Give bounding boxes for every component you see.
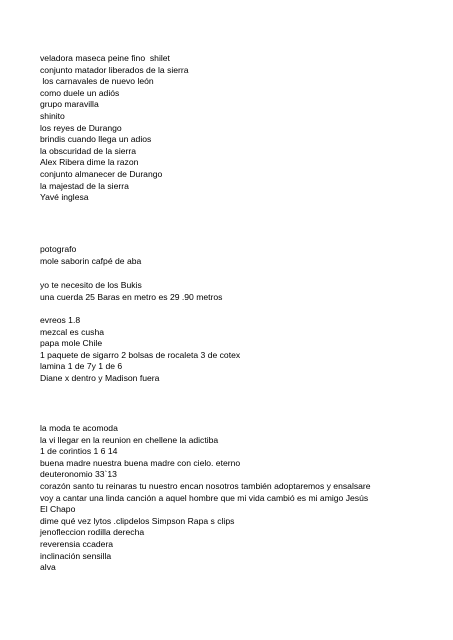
text-line: 1 paquete de sigarro 2 bolsas de rocaleta 3 de cotex: [40, 349, 241, 360]
text-line: evreos 1.8: [40, 315, 81, 325]
text-line: dime qué vez lytos .clipdelos Simpson Rapa s clips: [40, 515, 235, 526]
text-line: como duele un adiós: [40, 87, 120, 98]
text-block-5: [40, 423, 371, 574]
text-block-2: [40, 244, 141, 267]
text-line: la majestad de la sierra: [40, 180, 129, 191]
text-line: 1 de corintios 1 6 14: [40, 446, 118, 457]
text-line: shinito: [40, 110, 65, 121]
text-line: mole saborin cafpé de aba: [40, 255, 142, 266]
text-line: potografo: [40, 244, 77, 254]
text-line: Diane x dentro y Madison fuera: [40, 372, 160, 383]
text-line: lamina 1 de 7y 1 de 6: [40, 361, 123, 372]
text-line: conjunto matador liberados de la sierra: [40, 64, 189, 75]
text-line: corazón santo tu reinaras tu nuestro encan nosotros también adoptaremos y ensalsare: [40, 480, 371, 491]
text-block-1: [40, 53, 189, 204]
text-line: la vi llegar en la reunion en chellene la adictiba: [40, 434, 219, 445]
text-line: veladora maseca peine fino shilet: [40, 53, 170, 63]
text-line: reverensia ccadera: [40, 538, 114, 549]
text-line: jenofleccion rodilla derecha: [40, 527, 145, 538]
text-block-4: [40, 315, 240, 385]
text-line: Yavé inglesa: [40, 192, 89, 203]
text-block-3: [40, 280, 222, 303]
text-line: la obscuridad de la sierra: [40, 145, 137, 156]
text-line: brindis cuando llega un adios: [40, 134, 152, 145]
text-line: Alex Ribera dime la razon: [40, 157, 139, 168]
text-line: inclinación sensilla: [40, 550, 112, 561]
text-line: mezcal es cusha: [40, 326, 105, 337]
text-line: grupo maravilla: [40, 99, 99, 110]
text-line: alva: [40, 562, 56, 573]
text-line: los reyes de Durango: [40, 122, 122, 133]
text-line: yo te necesito de los Bukis: [40, 280, 142, 290]
text-line: conjunto almanecer de Durango: [40, 168, 163, 179]
text-line: papa mole Chile: [40, 338, 103, 349]
text-line: voy a cantar una linda canción a aquel hombre que mi vida cambió es mi amigo Jesús: [40, 492, 369, 503]
text-line: los carnavales de nuevo león: [40, 76, 154, 87]
text-line: la moda te acomoda: [40, 423, 118, 433]
text-line: El Chapo: [40, 504, 76, 515]
text-line: buena madre nuestra buena madre con cielo. eterno: [40, 457, 241, 468]
text-line: una cuerda 25 Baras en metro es 29 .90 metros: [40, 291, 223, 302]
text-line: deuteronomio 33`13: [40, 469, 117, 480]
